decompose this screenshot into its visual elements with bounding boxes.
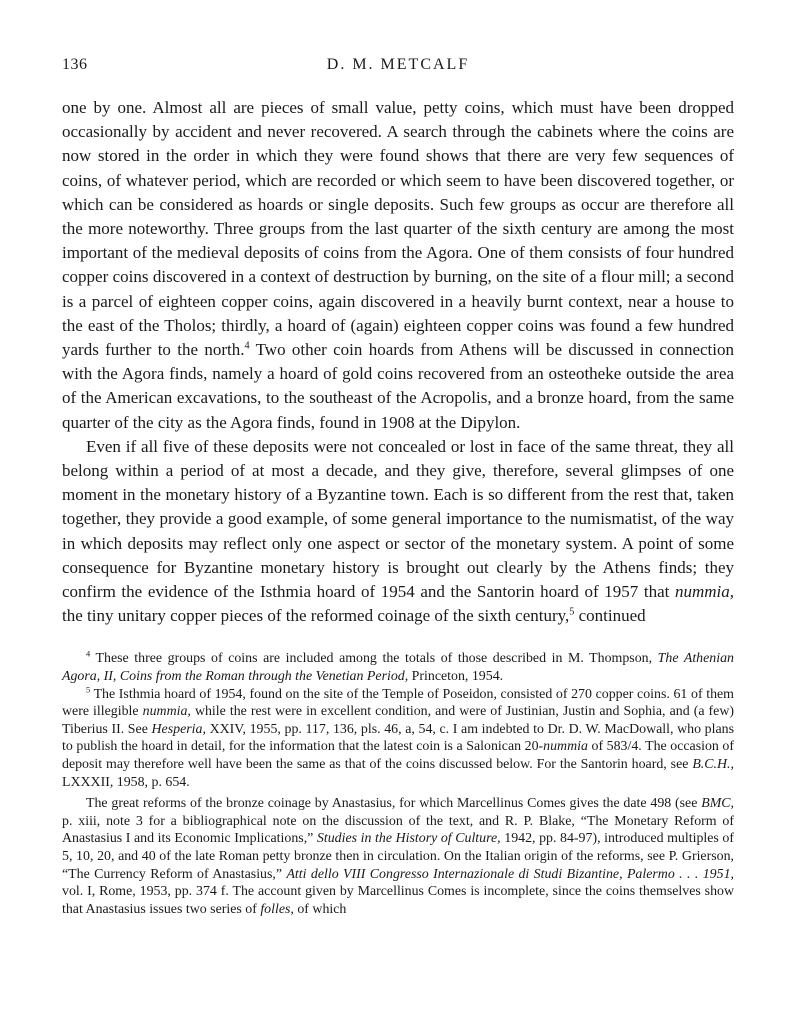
- italic-term: nummia: [543, 739, 588, 755]
- text-span: one by one. Almost all are pieces of small value, petty coins, which must have been dropped occasionally by accident and never recovered. A search through the cabinets where the coins are now stored in the order in which they were found shows that there are very few sequences of coins, of whatever period, which are recorded or which seem to have been discovered together, or which can be considered as hoards or single deposits. Such few groups as occur are therefore all the more noteworthy. Three groups from the last quarter of the sixth century are among the most important of the medieval deposits of coins from the Agora. One of them consists of four hundred copper coins discovered in a context of destruction by burning, on the site of a flour mill; a second is a parcel of eighteen copper coins, again discovered in a heavily burnt context, near a house to the east of the Tholos; thirdly, a hoard of (again) eighteen copper coins was found a few hundred yards further to the north.: [62, 98, 734, 360]
- footnote-4: [62, 650, 734, 685]
- footnote-5-continued: [62, 795, 734, 918]
- text-span: of 583/4. The occasion of deposit may therefore well have been the same as that of the coins discussed below. For the Santorin hoard, see: [62, 739, 734, 773]
- text-span: of which: [293, 901, 347, 917]
- footnote-marker: 5: [86, 685, 91, 695]
- text-span: These three groups of coins are included among the totals of those described in M. Thompson,: [90, 651, 658, 667]
- text-span: 1942, pp. 84-97), introduced multiples of 5, 10, 20, and 40 of the late Roman petty bronze then in circulation. On the Italian origin of the reforms, see P. Grierson, “The Currency Reform of Anastasius,”: [62, 831, 734, 882]
- footnote-5: [62, 686, 734, 792]
- text-span: p. xiii, note 3 for a bibliographical note on the discussion of the text, and R. P. Blake, “The Monetary Reform of Anastasius I and its Economic Implications,”: [62, 813, 734, 847]
- italic-title: The Athenian Agora, II, Coins from the Roman through the Venetian Period,: [62, 651, 734, 685]
- italic-title: Hesperia,: [151, 721, 206, 737]
- text-span: LXXXII, 1958, p. 654.: [62, 774, 190, 790]
- footnotes: [62, 650, 734, 918]
- footnote-ref-5[interactable]: 5: [569, 606, 575, 618]
- italic-term: folles,: [260, 901, 294, 917]
- italic-title: Studies in the History of Culture,: [316, 831, 501, 847]
- body-text: [62, 96, 734, 628]
- page-number: 136: [62, 56, 88, 73]
- text-span: The Isthmia hoard of 1954, found on the site of the Temple of Poseidon, consisted of 270 copper coins. 61 of them were illegible: [62, 686, 734, 720]
- page: [62, 56, 734, 918]
- text-span: Two other coin hoards from Athens will be discussed in connection with the Agora finds, namely a hoard of gold coins recovered from an osteotheke outside the area of the American excavations, to the southeast of the Acropolis, and a bronze hoard, from the same quarter of the city as the Agora finds, found in 1908 at the Dipylon.: [62, 340, 734, 432]
- text-span: XXIV, 1955, pp. 117, 136, pls. 46, a, 54, c. I am indebted to Dr. D. W. MacDowall, who plans to publish the hoard in detail, for the information that the latest coin is a Salonican 20-: [62, 721, 734, 755]
- text-span: while the rest were in excellent condition, and were of Justinian, Justin and Sophia, and (a few) Tiberius II. See: [62, 704, 735, 737]
- footnote-ref-4[interactable]: 4: [244, 340, 250, 352]
- text-span: Even if all five of these deposits were not concealed or lost in face of the same threat, they all belong within a period of at most a decade, and they give, therefore, several glimpses of one moment in the monetary history of a Byzantine town. Each is so different from the rest that, taken together, they provide a good example, of some general importance to the numismatist, of the way in which deposits may reflect only one aspect or sector of the monetary system. A point of some consequence for Byzantine monetary history is brought out clearly by the Athens finds; they confirm the evidence of the Isthmia hoard of 1954 and the Santorin hoard of 1957 that: [62, 436, 734, 602]
- footnote-marker: 4: [86, 649, 91, 659]
- italic-term: nummia,: [142, 704, 191, 720]
- paragraph-1: [62, 96, 734, 435]
- text-span: continued: [574, 606, 646, 626]
- running-head: [62, 56, 734, 80]
- running-head-author: D. M. METCALF: [326, 56, 470, 73]
- text-span: the tiny unitary copper pieces of the reformed coinage of the sixth century,: [62, 606, 570, 626]
- text-span: Princeton, 1954.: [408, 669, 504, 685]
- italic-title: B.C.H.,: [692, 757, 734, 773]
- paragraph-2: [62, 435, 734, 629]
- italic-title: Atti dello VIII Congresso Internazionale di Studi Bizantine, Palermo . . . 1951,: [286, 866, 734, 882]
- italic-term: nummia,: [674, 582, 734, 602]
- text-span: The great reforms of the bronze coinage by Anastasius, for which Marcellinus Comes gives the date 498 (see: [86, 796, 702, 812]
- text-span: vol. I, Rome, 1953, pp. 374 f. The account given by Marcellinus Comes is incomplete, since the coins themselves show that Anastasius issues two series of: [62, 884, 734, 917]
- italic-title: BMC,: [701, 796, 734, 812]
